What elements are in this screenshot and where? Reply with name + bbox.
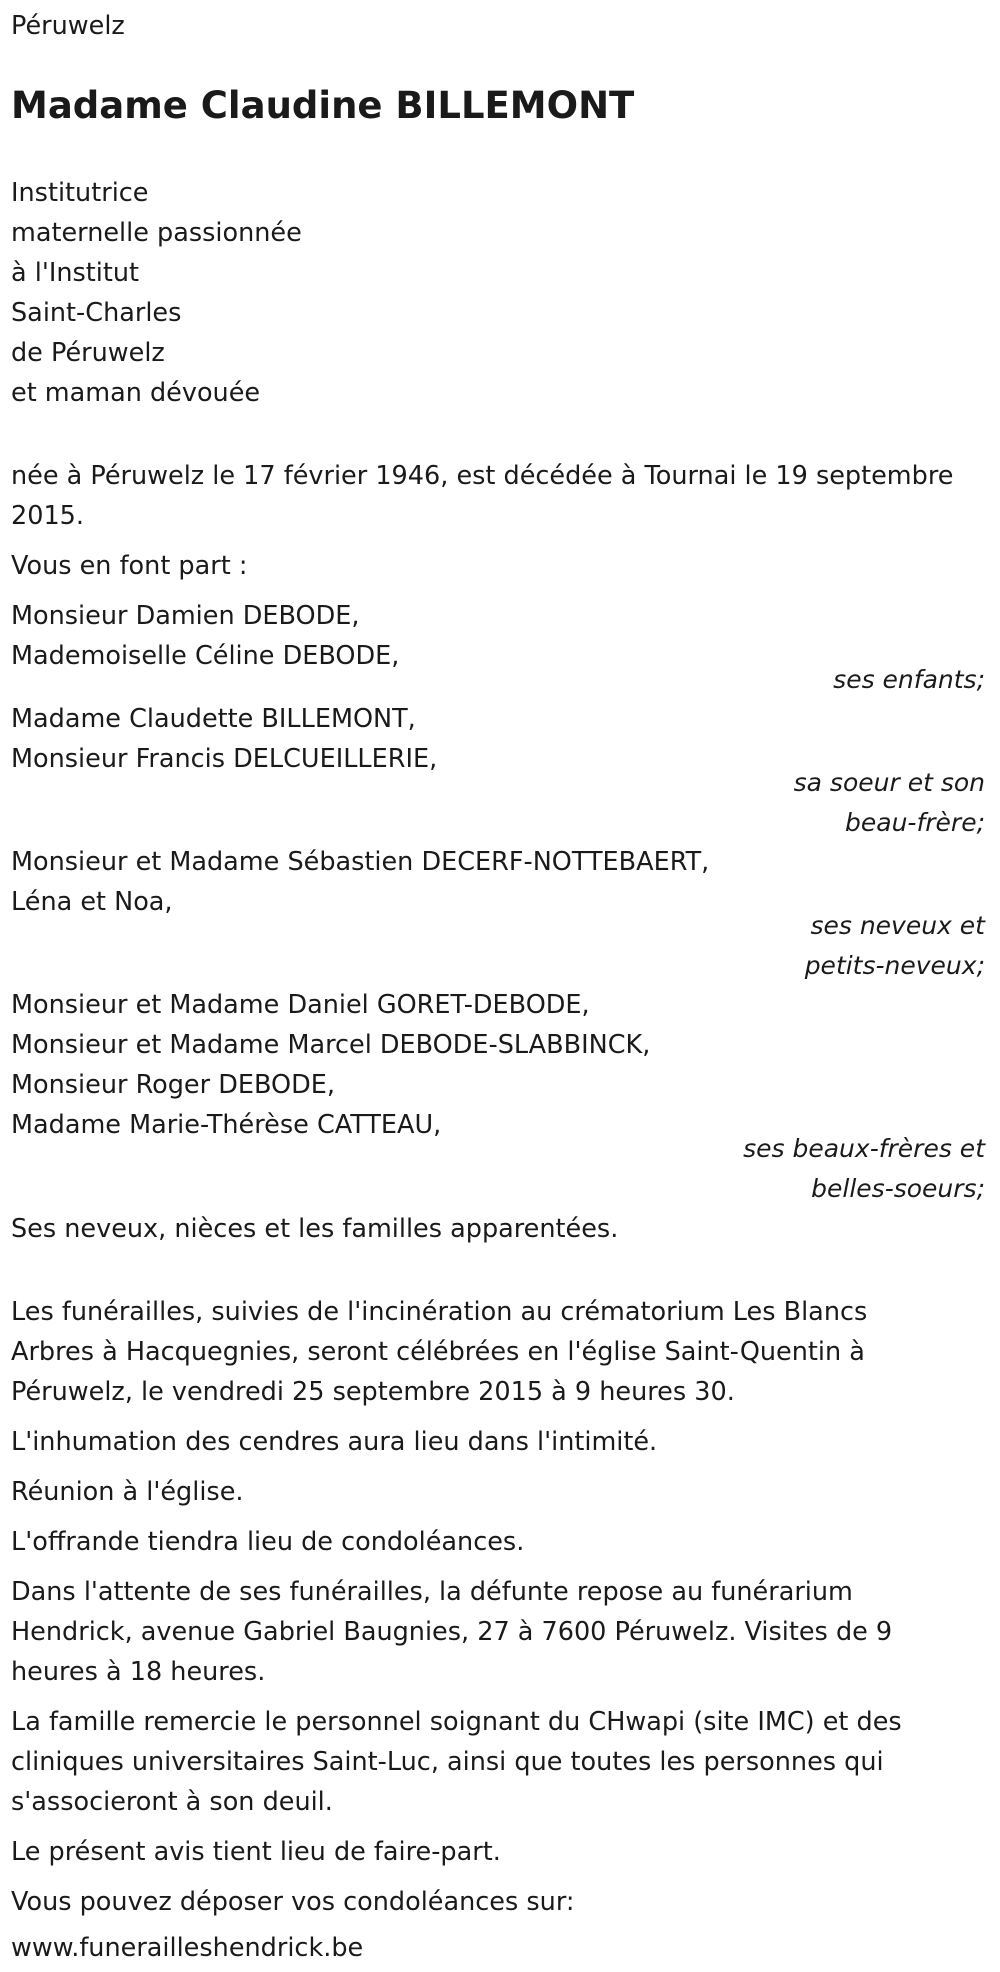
website-link[interactable]: www.funerailleshendrick.be bbox=[11, 1933, 364, 1963]
paragraph-line: née à Péruwelz le 17 février 1946, est décédée à Tournai le 19 septembre bbox=[11, 461, 954, 491]
paragraph-line: Les funérailles, suivies de l'incinération au crématorium Les Blancs bbox=[11, 1297, 868, 1327]
tagline-line: Institutrice bbox=[11, 178, 149, 208]
family-relation: ses enfants; bbox=[833, 665, 985, 694]
offrande-note: L'offrande tiendra lieu de condoléances. bbox=[11, 1527, 525, 1557]
family-relation: petits-neveux; bbox=[804, 951, 985, 980]
tagline-line: maternelle passionnée bbox=[11, 218, 302, 248]
tagline-line: Saint-Charles bbox=[11, 298, 182, 328]
family-member: Madame Marie-Thérèse CATTEAU, bbox=[11, 1110, 442, 1140]
family-member: Mademoiselle Céline DEBODE, bbox=[11, 641, 400, 671]
tagline-line: à l'Institut bbox=[11, 258, 140, 288]
family-member: Monsieur Roger DEBODE, bbox=[11, 1070, 335, 1100]
inhumation-note: L'inhumation des cendres aura lieu dans l'intimité. bbox=[11, 1427, 658, 1457]
paragraph-line: La famille remercie le personnel soignant du CHwapi (site IMC) et des bbox=[11, 1707, 902, 1737]
family-member: Madame Claudette BILLEMONT, bbox=[11, 704, 416, 734]
condolences-intro: Vous pouvez déposer vos condoléances sur: bbox=[11, 1887, 575, 1917]
family-member: Monsieur et Madame Marcel DEBODE-SLABBINCK, bbox=[11, 1030, 651, 1060]
family-relation: ses beaux-frères et bbox=[743, 1134, 985, 1163]
family-member: Léna et Noa, bbox=[11, 887, 173, 917]
location: Péruwelz bbox=[11, 11, 125, 41]
paragraph-line: cliniques universitaires Saint-Luc, ainsi que toutes les personnes qui bbox=[11, 1747, 884, 1777]
faire-part-note: Le présent avis tient lieu de faire-part. bbox=[11, 1837, 501, 1867]
family-member: Monsieur et Madame Sébastien DECERF-NOTTEBAERT, bbox=[11, 847, 710, 877]
reunion-note: Réunion à l'église. bbox=[11, 1477, 244, 1507]
family-member: Monsieur Damien DEBODE, bbox=[11, 601, 360, 631]
paragraph-line: Dans l'attente de ses funérailles, la défunte repose au funérarium bbox=[11, 1577, 853, 1607]
deceased-name: Madame Claudine BILLEMONT bbox=[11, 84, 635, 127]
family-relation: beau-frère; bbox=[845, 808, 985, 837]
announce-intro: Vous en font part : bbox=[11, 551, 248, 581]
paragraph-line: Hendrick, avenue Gabriel Baugnies, 27 à 7600 Péruwelz. Visites de 9 bbox=[11, 1617, 893, 1647]
family-relation: sa soeur et son bbox=[793, 768, 985, 797]
family-relation: belles-soeurs; bbox=[811, 1174, 985, 1203]
paragraph-line: Péruwelz, le vendredi 25 septembre 2015 à 9 heures 30. bbox=[11, 1377, 735, 1407]
paragraph-line: heures à 18 heures. bbox=[11, 1657, 266, 1687]
family-relation: ses neveux et bbox=[810, 911, 985, 940]
paragraph-line: s'associeront à son deuil. bbox=[11, 1787, 333, 1817]
paragraph-line: Arbres à Hacquegnies, seront célébrées en l'église Saint-Quentin à bbox=[11, 1337, 865, 1367]
family-member: Monsieur Francis DELCUEILLERIE, bbox=[11, 744, 438, 774]
tagline-line: et maman dévouée bbox=[11, 378, 261, 408]
family-member: Monsieur et Madame Daniel GORET-DEBODE, bbox=[11, 990, 590, 1020]
extended-family: Ses neveux, nièces et les familles apparentées. bbox=[11, 1214, 619, 1244]
tagline-line: de Péruwelz bbox=[11, 338, 165, 368]
paragraph-line: 2015. bbox=[11, 501, 85, 531]
